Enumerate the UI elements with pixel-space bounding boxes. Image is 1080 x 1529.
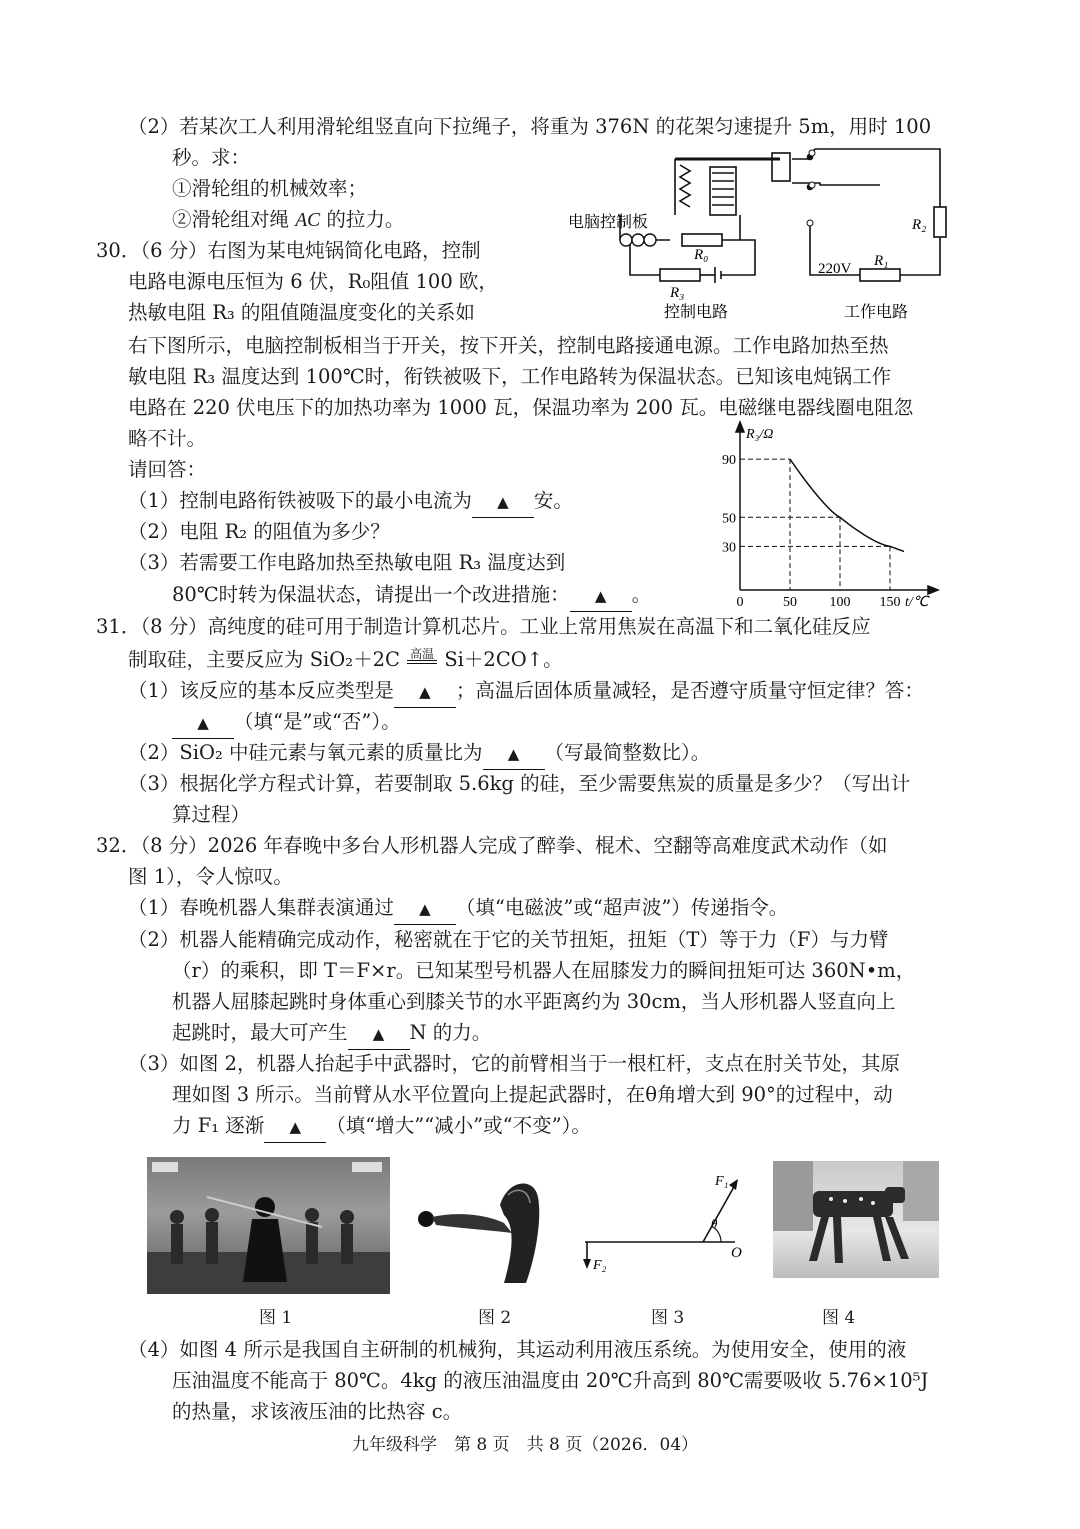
q30-subq-1: （1）控制电路衔铁被吸下的最小电流为 ▲ 安。 [128,486,573,518]
figure2-caption: 图 2 [478,1308,512,1328]
q32-subq-2-line1: （2）机器人能精确完成动作，秘密就在于它的关节扭矩，扭矩（T）等于力（F）与力臂 [128,928,889,951]
q32-subq-1: （1）春晚机器人集群表演通过 ▲ （填“电磁波”或“超声波”）传递指令。 [128,893,788,925]
figure1-caption: 图 1 [259,1308,293,1328]
answer-blank: ▲ [264,1112,326,1143]
y-tick-label: 50 [722,511,736,527]
circuit-r2-label: R₂ [912,217,927,233]
q32-subq-4-line1: （4）如图 4 所示是我国自主研制的机械狗，其运动利用液压系统。为使用安全，使用的液 [128,1338,907,1361]
fulcrum-o-label: O [731,1245,742,1261]
q32-subq-4-line3: 的热量，求该液压油的比热容 c。 [172,1400,463,1423]
answer-blank: ▲ [570,581,632,612]
y-tick-label: 90 [722,453,736,469]
q32-subq-2-line3: 机器人屈膝起跳时身体重心到膝关节的水平距离约为 30cm，当人形机器人竖直向上 [172,990,896,1013]
x-tick-label: 0 [736,595,744,610]
angle-theta-label: θ [711,1216,718,1231]
q32-line2: 图 1），令人惊叹。 [128,865,293,888]
q32-subq-4-line2: 压油温度不能高于 80℃。4kg 的液压油温度由 20℃升高到 80℃需要吸收 5.76×10⁵J [172,1369,929,1392]
q31-line1: 31．（8 分）高纯度的硅可用于制造计算机芯片。工业上常用焦炭在高温下和二氧化硅反应 [96,615,871,638]
q30-line5: 敏电阻 R₃ 温度达到 100℃时，衔铁被吸下，工作电路转为保温状态。已知该电炖锅工作 [128,365,892,388]
q31-subq-2: （2）SiO₂ 中硅元素与氧元素的质量比为 ▲ （写最简整数比）。 [128,738,710,770]
q31-subq-1: （1）该反应的基本反应类型是 ▲ ；高温后固体质量减轻，是否遵守质量守恒定律？答： [128,676,924,708]
q30-subq-3-line1: （3）若需要工作电路加热至热敏电阻 R₃ 温度达到 [128,551,566,574]
figure2-robot-arm-drawing [408,1175,543,1290]
q31-subq-3-line1: （3）根据化学方程式计算，若要制取 5.6kg 的硅，至少需要焦炭的质量是多少？（写出计 [128,772,911,795]
q29-subq-b: ②滑轮组对绳 AC 的拉力。 [172,208,405,231]
q32-line1: 32．（8 分）2026 年春晚中多台人形机器人完成了醉拳、棍术、空翻等高难度武术动作（如 [96,834,888,857]
q30-subq-2: （2）电阻 R₂ 的阻值为多少？ [128,520,390,543]
q31-subq-3-line2: 算过程） [172,803,251,826]
answer-blank: ▲ [394,677,456,708]
q31-subq-1-line2: ▲ （填“是”或“否”）。 [172,707,401,739]
q32-subq-3-line3: 力 F₁ 逐渐 ▲ （填“增大”“减小”或“不变”）。 [172,1111,591,1143]
answer-blank: ▲ [394,894,456,925]
figure3-caption: 图 3 [651,1308,685,1328]
circuit-work-label: 工作电路 [844,302,909,321]
figure4-caption: 图 4 [822,1308,856,1328]
page-footer: 九年级科学 第 8 页 共 8 页（2026．04） [352,1435,699,1455]
x-tick-label: 150 [879,595,901,610]
q30-line7: 略不计。 [128,427,207,450]
q30-subq-3-line2: 80℃时转为保温状态，请提出一个改进措施： ▲ 。 [172,580,651,612]
figure1-robot-performance-photo [147,1157,390,1294]
q30-line4: 右下图所示，电脑控制板相当于开关，按下开关，控制电路接通电源。工作电路加热至热 [128,334,889,357]
force-f1-label: F₁ [715,1174,729,1189]
q29-subq-a: ①滑轮组的机械效率； [172,177,368,200]
x-tick-label: 50 [783,595,797,610]
x-tick-label: 100 [829,595,851,610]
q30-line3: 热敏电阻 R₃ 的阻值随温度变化的关系如 [128,301,475,324]
q30-prompt: 请回答： [128,458,207,481]
q30-circuit-diagram [560,145,960,325]
figure4-robot-dog-photo [773,1161,939,1278]
q30-line1: 30．（6 分）右图为某电炖锅简化电路，控制 [96,239,481,262]
q29-part2-line1: （2）若某次工人利用滑轮组竖直向下拉绳子，将重为 376N 的花架匀速提升 5m，用时 100 [128,115,932,138]
circuit-voltage-label: 220V [818,261,852,277]
q32-subq-3-line1: （3）如图 2，机器人抬起手中武器时，它的前臂相当于一根杠杆，支点在肘关节处，其原 [128,1052,901,1075]
q30-resistance-temperature-chart [700,418,950,613]
force-f2-label: F₂ [593,1258,607,1273]
circuit-board-label: 电脑控制板 [568,212,649,231]
circuit-control-label: 控制电路 [664,302,729,321]
answer-blank: ▲ [348,1019,410,1050]
q30-line2: 电路电源电压恒为 6 伏，R₀阻值 100 欧， [128,270,498,293]
q29-part2-line2: 秒。求： [172,146,251,169]
chart-x-axis-label: t/℃ [905,595,929,610]
answer-blank: ▲ [172,708,234,739]
reaction-condition: 高温 [410,647,435,661]
answer-blank: ▲ [472,487,534,518]
q32-subq-2-line2: （r）的乘积，即 T＝F×r。已知某型号机器人在屈膝发力的瞬间扭矩可达 360N•m， [172,959,916,982]
chart-y-axis-label: R₃/Ω [746,427,774,442]
circuit-r0-label: R₀ [694,247,709,263]
figure3-lever-diagram [575,1165,760,1285]
q32-subq-2-line4: 起跳时，最大可产生 ▲ N 的力。 [172,1018,491,1050]
q31-line2: 制取硅，主要反应为 SiO₂＋2C 高温 Si＋2CO↑。 [128,645,563,675]
y-tick-label: 30 [722,540,736,556]
q30-line6: 电路在 220 伏电压下的加热功率为 1000 瓦，保温功率为 200 瓦。电磁继电器线圈电阻忽 [128,396,914,419]
answer-blank: ▲ [483,739,545,770]
r3-curve [790,459,904,551]
circuit-r3-label: R₃ [670,285,685,301]
circuit-r1-label: R₁ [874,253,889,269]
q32-subq-3-line2: 理如图 3 所示。当前臂从水平位置向上提起武器时，在θ角增大到 90°的过程中，动 [172,1083,893,1106]
